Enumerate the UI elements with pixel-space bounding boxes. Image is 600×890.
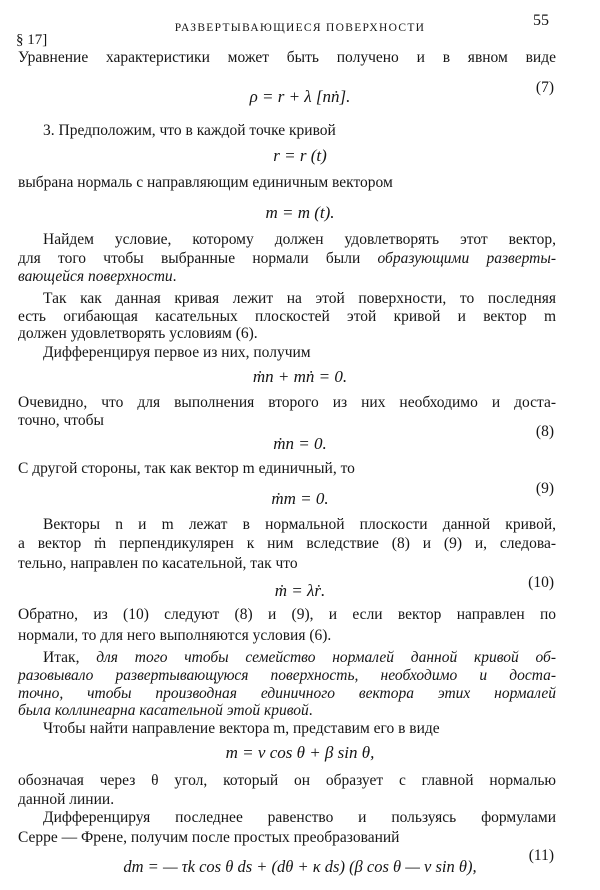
italic-span: была коллинеарна касательной этой кривой <box>18 702 309 719</box>
equation: m = m (t). <box>265 203 335 222</box>
text-line: точно, чтобы <box>18 412 104 429</box>
italic-span: образующими разверты- <box>377 250 557 267</box>
equation-9: ṁm = 0. <box>271 489 329 508</box>
text-line: 3. Предположим, что в каждой точке кривой <box>43 122 336 139</box>
text-line: а вектор ṁ перпендикулярен к ним вследствие (8) и (9) и, следова- <box>18 535 556 552</box>
italic-span: вающейся поверхности <box>18 268 173 285</box>
equation-7: ρ = r + λ [nṅ]. <box>249 87 351 106</box>
text-span: . <box>308 702 313 719</box>
text-line: Так как данная кривая лежит на этой поверхности, то последняя <box>43 290 556 307</box>
equation-number: (8) <box>535 423 554 440</box>
text-line: Чтобы найти направление вектора m, представим его в виде <box>43 720 440 737</box>
italic-span: для того чтобы семейство нормалей данной кривой об- <box>96 649 557 666</box>
equation: m = ν cos θ + β sin θ, <box>225 743 375 762</box>
text-line: Векторы n и m лежат в нормальной плоскости данной кривой, <box>43 516 556 533</box>
text-line: Найдем условие, которому должен удовлетворять этот вектор, <box>43 231 556 248</box>
section-marker: § 17] <box>16 32 48 48</box>
text-line <box>43 648 556 668</box>
text-line: Дифференцируя последнее равенство и пользуясь формулами <box>43 809 556 826</box>
text-line: должен удовлетворять условиям (6). <box>18 325 258 342</box>
text-line: Серре — Френе, получим после простых преобразований <box>18 829 400 846</box>
text-line <box>18 249 556 269</box>
text-line: С другой стороны, так как вектор m единичный, то <box>18 460 355 477</box>
text-line: тельно, направлен по касательной, так что <box>18 555 298 572</box>
text-span: для того чтобы выбранные нормали были <box>18 250 361 267</box>
text-line: Очевидно, что для выполнения второго из них необходимо и доста- <box>18 394 556 411</box>
text-line: есть огибающая касательных плоскостей этой кривой и вектор m <box>18 308 556 325</box>
equation-number: (11) <box>528 847 554 864</box>
equation-11: dm = — τk cos θ ds + (dθ + κ ds) (β cos θ — ν sin θ), <box>123 857 477 876</box>
equation-number: (10) <box>528 574 554 591</box>
text-line: выбрана нормаль с направляющим единичным вектором <box>18 174 393 191</box>
text-line: Обратно, из (10) следуют (8) и (9), и если вектор направлен по <box>18 606 556 623</box>
equation-number: (7) <box>535 79 554 96</box>
running-title: РАЗВЕРТЫВАЮЩИЕСЯ ПОВЕРХНОСТИ <box>174 22 426 34</box>
equation-number: (9) <box>535 480 554 497</box>
italic-line: точно, чтобы производная единичного вектора этих нормалей <box>18 685 556 702</box>
page-number: 55 <box>533 12 549 29</box>
text-line: Дифференцируя первое из них, получим <box>43 344 311 361</box>
text-line: обозначая через θ угол, который он образует с главной нормалью <box>18 772 556 789</box>
text-line: нормали, то для него выполняются условия (6). <box>18 627 332 644</box>
equation-10: ṁ = λṙ. <box>274 581 326 600</box>
equation: r = r (t) <box>273 146 327 165</box>
equation-8: ṁn = 0. <box>273 434 327 453</box>
text-line <box>18 701 313 721</box>
text-span: Итак, <box>43 649 80 666</box>
text-line: Уравнение характеристики может быть получено и в явном виде <box>18 49 556 66</box>
italic-line: разовывало развертывающуюся поверхность, необходимо и доста- <box>18 667 556 684</box>
text-span: . <box>172 268 177 285</box>
equation: ṁn + mṅ = 0. <box>252 367 348 386</box>
text-line: данной линии. <box>18 791 115 808</box>
text-line <box>18 267 177 287</box>
